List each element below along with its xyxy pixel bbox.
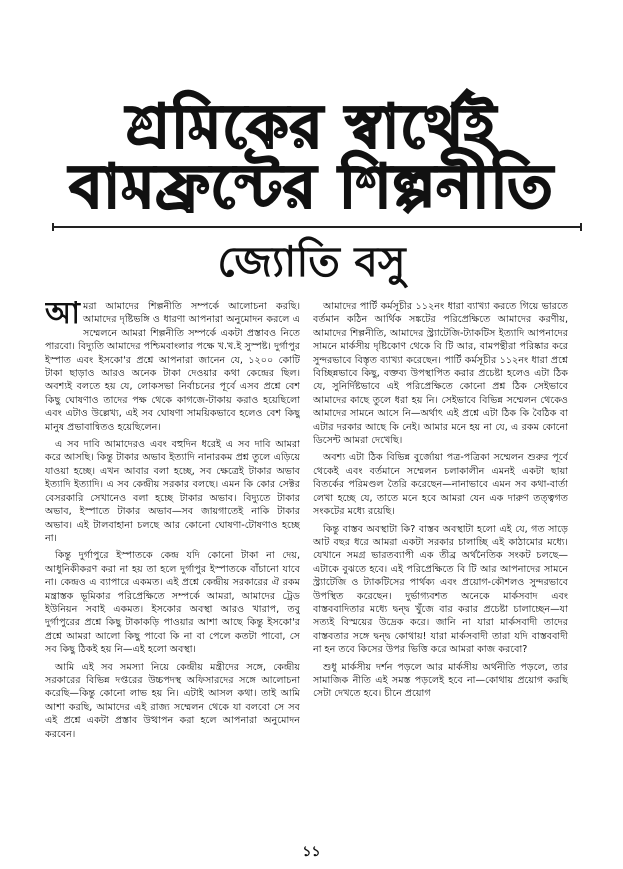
title-line-2: বামফ্রন্টের শিল্পনীতি [69,152,554,222]
rule-left-tick [52,223,54,231]
left-paragraph-4: আমি এই সব সমস্যা নিয়ে কেন্দ্রীয় মন্ত্রীদের সঙ্গে, কেন্দ্রীয় সরকারের বিভিন্ন দপ্তরের উচ্চপদস্থ অফিসারদের সঙ্গে আলোচনা করেছি—কিন্তু কোনো লাভ হয় নি। এটাই আসল কথা। তাই আমি আশা করছি, আমাদের এই রাজ্য সম্মেলন থেকে যা বলবো সে সব এই প্রশ্নে একটা প্রস্তাব উত্থাপন করা হলে আপনারা অনুমোদন করবেন। [45,661,300,740]
author-name: জ্যোতি বসু [217,237,406,286]
rule-right-tick [580,223,582,231]
title-line-1: শ্রমিকের স্বার্থেই [126,92,497,162]
right-column [313,300,568,830]
left-paragraph-2: এ সব দাবি আমাদেরও এবং বহুদিন ধরেই এ সব দাবি আমরা করে আসছি। কিন্তু টাকার অভাব ইত্যাদি নানারকম প্রশ্ন তুলে এড়িয়ে যাওয়া হচ্ছে। এখন আবার বলা হচ্ছে, সব ক্ষেত্রেই টাকার অভাব ইত্যাদি ইত্যাদি। এ সব কেন্দ্রীয় সরকার বলছে। এমন কি কোর সেক্টর বেসরকারি সেখানেও বলা হচ্ছে টাকার অভাব। বিদ্যুতে টাকার অভাব, ইস্পাতে টাকার অভাব—সব জায়গাতেই নাকি টাকার অভাব। এই টালবাহানা চলছে আর কোনো ঘোষণা-টোষণাও হচ্ছে না। [45,439,300,544]
right-paragraph-2: অবশ্য এটা ঠিক বিভিন্ন বুর্জোয়া পত্র-পত্রিকা সম্মেলন শুরুর পূর্বে থেকেই এবং বর্তমানে সম্মেলন চলাকালীন এমনই একটা ছায়া বিতর্কের পরিমণ্ডল তৈরি করেছেন—নানাভাবে এমন সব কথা-বার্তা লেখা হচ্ছে যে, তাতে মনে হবে আমরা যেন এক দারুণ তত্ত্বগত সংকটের মধ্যে রয়েছি। [313,452,568,518]
right-paragraph-1: আমাদের পার্টি কর্মসূচীর ১১২নং ধারা ব্যাখ্যা করতে গিয়ে ভারতে বর্তমান কঠিন আর্থিক সঙ্কটের পরিপ্রেক্ষিতে আমাদের করণীয়, আমাদের শিল্পনীতি, আমাদের স্ট্র্যাটেজি-ট্যাকটিস ইত্যাদি আপনাদের সামনে মার্কসীয় দৃষ্টিকোণ থেকে বি টি আর, বামপন্থীরা পরিষ্কার করে সুন্দরভাবে বিস্তৃত ব্যাখ্যা করেছেন। পার্টি কর্মসূচীর ১১২নং ধারা প্রশ্নে বিচ্ছিন্নভাবে কিছু, বক্তব্য উপস্থাপিত করার প্রচেষ্টা হলেও এটা ঠিক যে, সুনির্দিষ্টভাবে এই পরিপ্রেক্ষিতে কোনো প্রশ্ন ঠিক সেইভাবে আমাদের কাছে তুলে ধরা হয় নি। সেইভাবে বিভিন্ন সম্মেলন থেকেও আমাদের সামনে আসে নি—অর্থাৎ এই প্রশ্নে এটা ঠিক কি বৈঠিক বা এটার দরকার আছে কি নেই। আমার মনে হয় না যে, এ রকম কোনো ডিসেন্ট আমরা দেখেছি। [313,301,568,447]
page-number: ১১ [302,844,321,860]
left-paragraph-1-text: মরা আমাদের শিল্পনীতি সম্পর্কে আলোচনা করছি। আমাদের দৃষ্টিভঙ্গি ও ধারণা আপনারা অনুমোদন করলে এ সম্মেলনে আমরা শিল্পনীতি সম্পর্কে একটা প্রস্তাবও নিতে পারবো। বিদ্যুতি আমাদের পশ্চিমবাংলার পক্ষে খ.খ.ই সুস্পষ্ট। দুর্গাপুর ইস্পাত এবং ইসকো'র প্রশ্নে আপনারা জানেন যে, ১২০০ কোটি টাকা ছাড়াও আরও অনেক টাকা দেওয়ার কথা কেন্দ্রের ছিল। অবশ্যই বলতে হয় যে, লোকসভা নির্বাচনের পূর্বে এসব প্রশ্নে বেশ কিছু ঘোষণাও তাদের পক্ষ থেকে কাগজে-টাকায় করাও হয়েছিলো এবং এটাও উল্লেখ্য, এই সব ঘোষণা সাময়িকভাবে হলেও বেশ কিছু মানুষ প্রভাবান্বিতও হয়েছিলেন। [45,301,300,433]
dropcap: আ [45,300,80,331]
right-paragraph-3: কিন্তু বাস্তব অবস্থাটা কি? বাস্তব অবস্থাটা হলো এই যে, গত সাড়ে আট বছর ধরে আমরা একটা সরকার চালাচ্ছি এই কাঠামোর মধ্যে। যেখানে সমগ্র ভারতব্যাপী এক তীব্র অর্থনৈতিক সংকট চলছে—এটাকে বুঝতে হবে। এই পরিপ্রেক্ষিতে বি টি আর আপনাদের সামনে স্ট্র্যাটেজি ও ট্যাকটিসের পার্থক্য এবং প্রয়োগ-কৌশলও সুন্দরভাবে উপস্থিত করেছেন। দুর্ভাগ্যবশত অনেকে মার্কসবাদ এবং বাস্তববাদিতার মধ্যে দ্বন্দ্ব খুঁজে বার করার প্রচেষ্টা চালাচ্ছেন—যা সত্যই বিস্ময়ের উদ্রেক করে। জানি না যারা মার্কসবাদী তাদের বাস্তবতার সঙ্গে দ্বন্দ্ব কোথায়! যারা মার্কসবাদী তারা যদি বাস্তববাদী না হন তবে কিসের উপর ভিত্তি করে আমরা কাজ করবো? [313,523,568,656]
left-paragraph-3: কিন্তু দুর্গাপুরে ইস্পাতকে কেন্দ্র যদি কোনো টাকা না দেয়, আধুনিকীকরণ করা না হয় তা হলে দুর্গাপুর ইস্পাতকে বাঁচানো যাবে না। কেন্দ্রও এ ব্যাপারে একমত। এই প্রশ্নে কেন্দ্রীয় সরকারের ঐ রকম মন্ত্রাস্তক ভূমিকার পরিপ্রেক্ষিতে সম্পর্কে আমরা, আমাদের ট্রেড ইউনিয়ন সবাই একমত। ইসকোর অবস্থা আরও খারাপ, তবু দুর্গাপুরের প্রশ্নে কিছু টাকাকড়ি পাওয়ার আশা আছে কিন্তু ইসকো'র প্রশ্নে আমরা আলো কিছু পাবো কি না বা পেলে কতটা পাবো, সে সব কিছু ঠিকই হয় নি—এই হলো অবস্থা। [45,550,300,656]
left-paragraph-1 [45,300,300,434]
left-column [45,300,300,830]
right-paragraph-4: শুধু মার্কসীয় দর্শন পড়লে আর মার্কসীয় অর্থনীতি পড়লে, তার সামাজিক নীতি এই সমস্ত পড়লেই হবে না—কোথায় প্রয়োগ করছি সেটা দেখতে হবে। চীনে প্রয়োগ [313,661,568,700]
title-rule [52,226,582,228]
